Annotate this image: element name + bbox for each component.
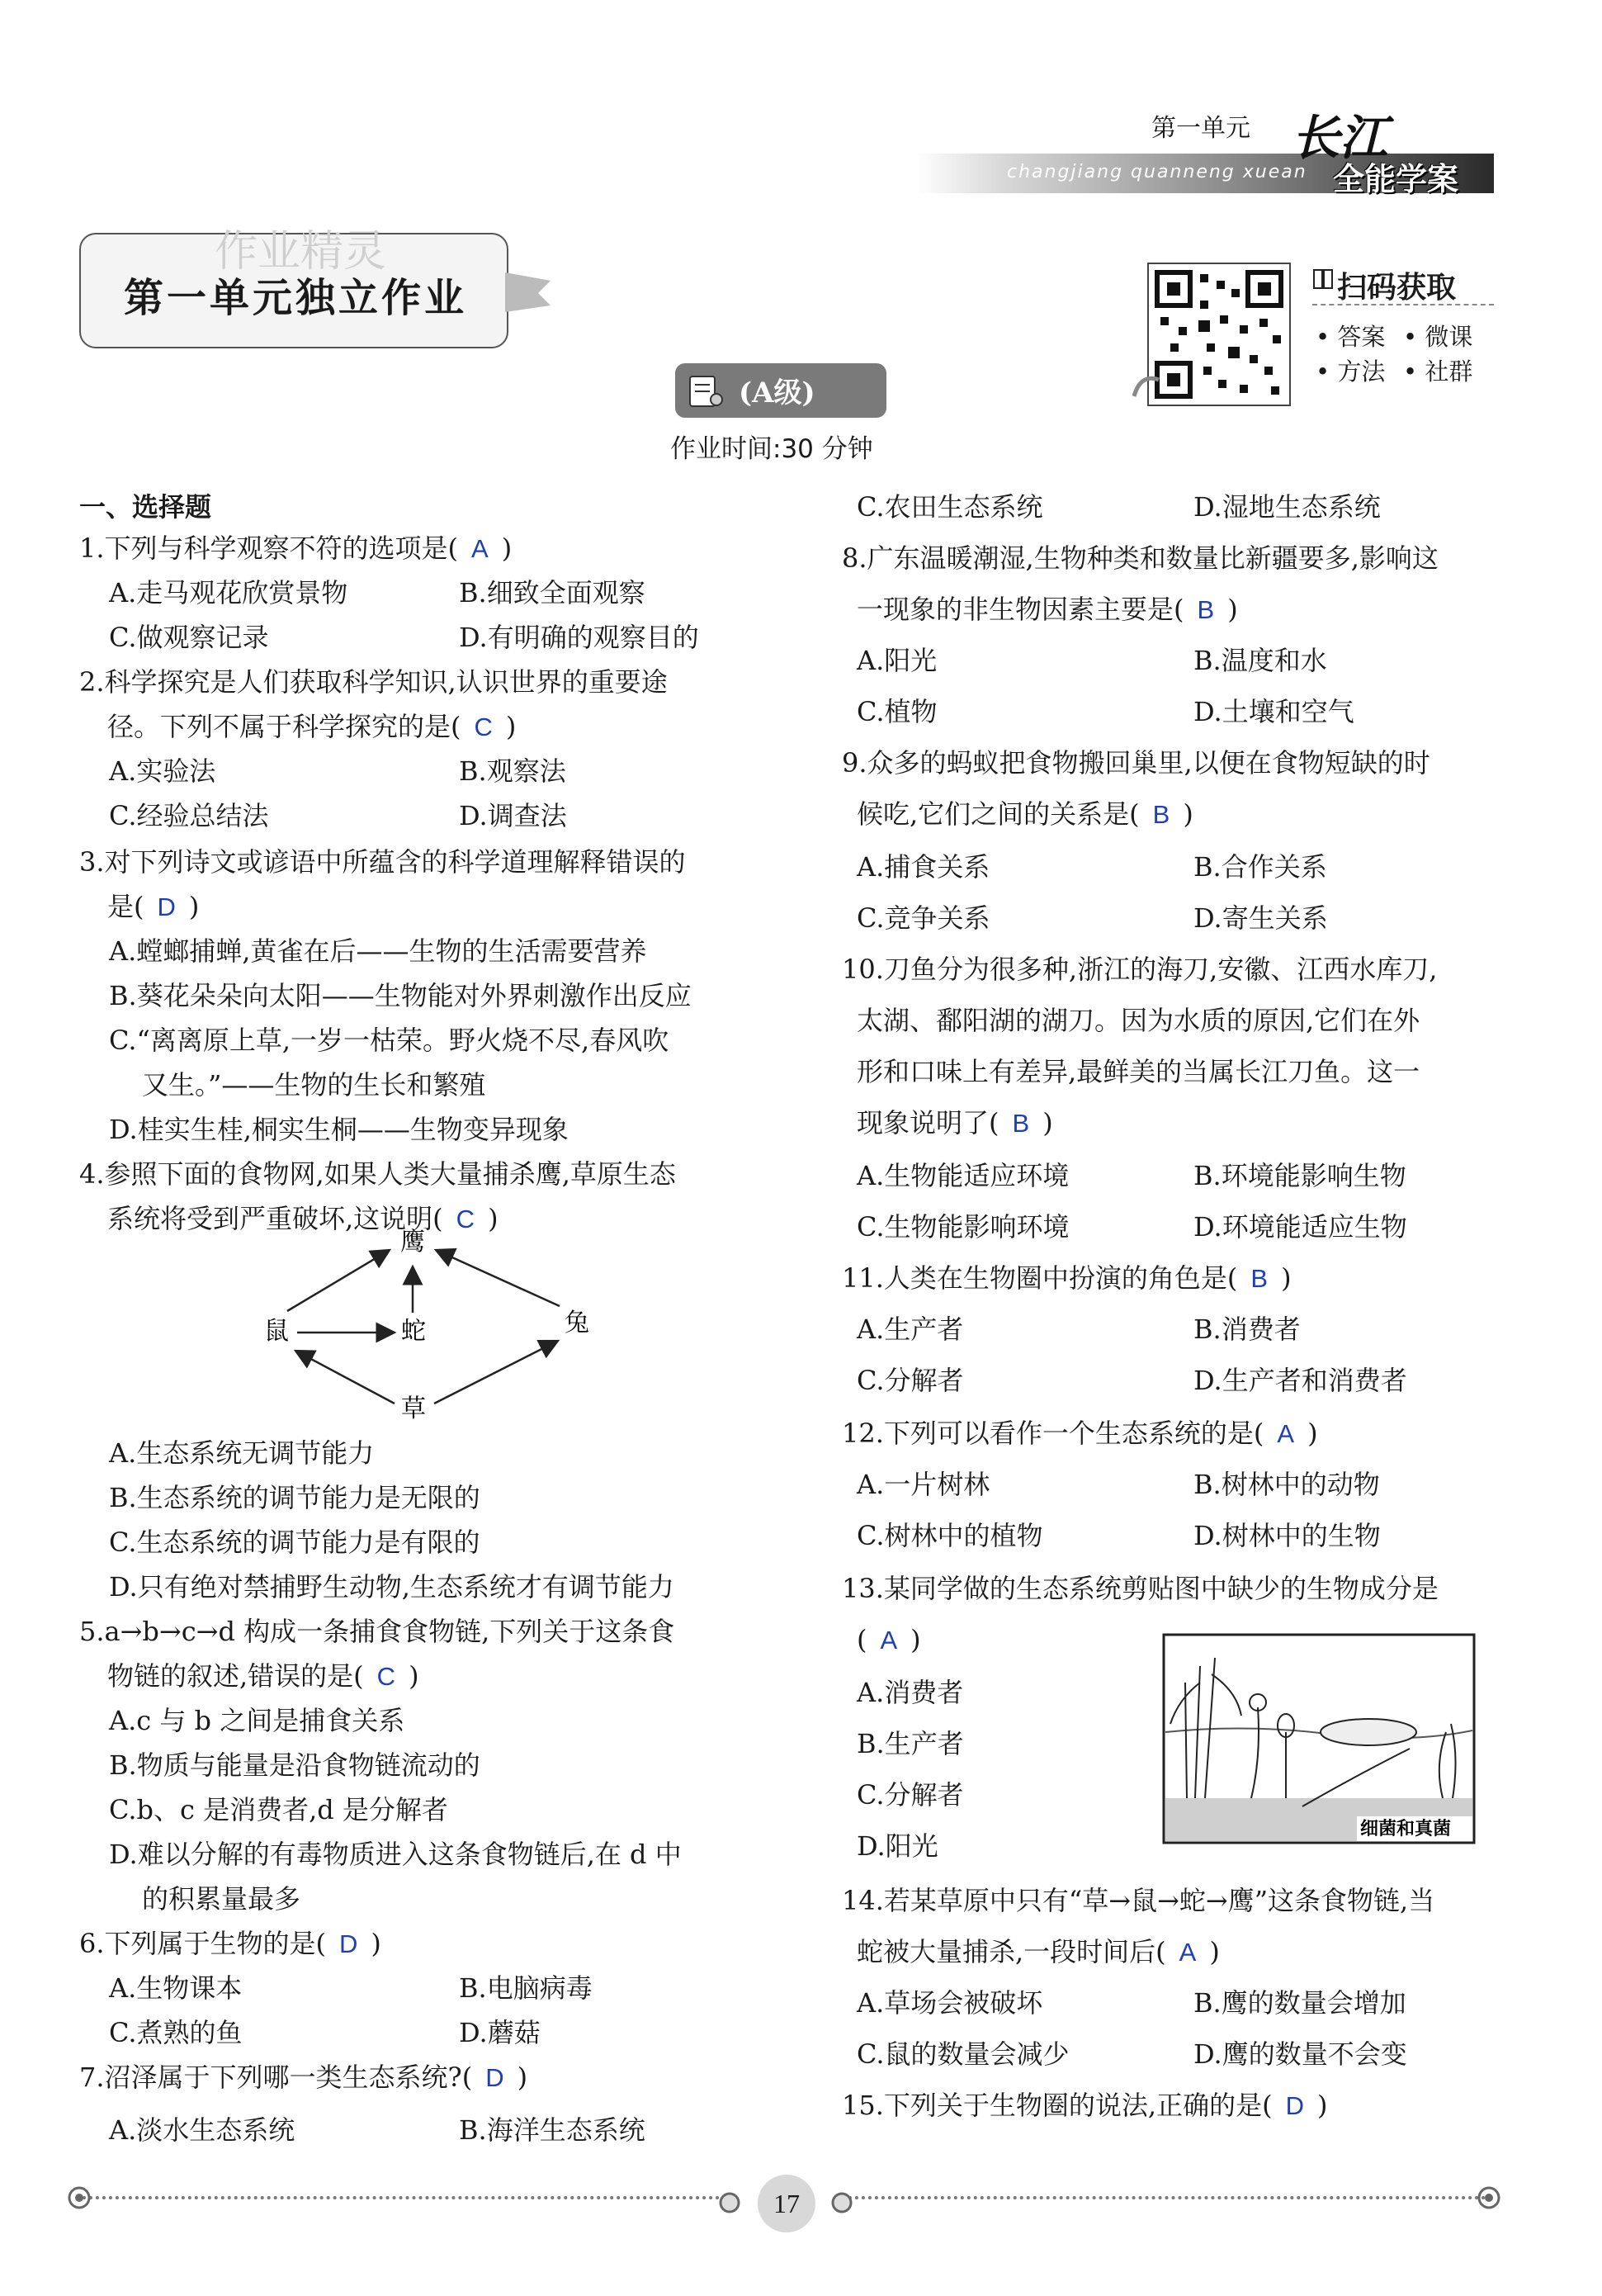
line-text: D.桂实生桂,桐实生桐——生物变异现象 bbox=[109, 1114, 569, 1145]
node-snake: 蛇 bbox=[401, 1317, 426, 1346]
section-heading: 一、选择题 bbox=[79, 491, 212, 523]
question-line bbox=[79, 1927, 381, 1961]
paren-close: ) bbox=[501, 533, 513, 564]
question-line bbox=[842, 2089, 1327, 2123]
question-line bbox=[109, 755, 215, 788]
line-text: B.生态系统的调节能力是无限的 bbox=[109, 1482, 480, 1513]
question-line bbox=[109, 2114, 295, 2147]
scan-label: 扫码获取 bbox=[1337, 271, 1457, 305]
question-line bbox=[107, 710, 516, 744]
qr-divider bbox=[1312, 304, 1494, 305]
question-line bbox=[857, 1830, 938, 1863]
question-line bbox=[857, 1106, 1053, 1140]
option-second: D.树林中的生物 bbox=[1193, 1520, 1381, 1551]
arrow-grass-mouse bbox=[295, 1351, 395, 1404]
question-line bbox=[857, 2038, 1070, 2071]
question-line bbox=[842, 746, 1430, 779]
paren-close: ) bbox=[1281, 1262, 1292, 1294]
question-line bbox=[79, 665, 668, 698]
line-text: A.螳螂捕蝉,黄雀在后——生物的生活需要营养 bbox=[109, 935, 647, 967]
line-text: 10.刀鱼分为很多种,浙江的海刀,安徽、江西水库刀, bbox=[842, 954, 1438, 985]
answer-mark: D bbox=[485, 2063, 504, 2092]
line-text: C.“离离原上草,一岁一枯荣。野火烧不尽,春风吹 bbox=[109, 1025, 669, 1056]
service-answers[interactable]: • 答案 bbox=[1316, 323, 1386, 351]
title-ribbon-tail bbox=[505, 272, 555, 314]
option-second: D.调查法 bbox=[459, 800, 567, 831]
arrow-mouse-eagle bbox=[287, 1250, 390, 1311]
line-text: 14.若某草原中只有“草→鼠→蛇→鹰”这条食物链,当 bbox=[842, 1885, 1435, 1916]
node-mouse: 鼠 bbox=[264, 1317, 289, 1346]
question-line bbox=[857, 1727, 964, 1760]
line-text: C.农田生态系统 bbox=[857, 491, 1043, 523]
logo-top: 长江 bbox=[1292, 110, 1388, 166]
line-text: A.淡水生态系统 bbox=[109, 2114, 295, 2146]
line-text: 5.a→b→c→d 构成一条捕食食物链,下列关于这条食 bbox=[79, 1616, 675, 1647]
line-text: A.捕食关系 bbox=[857, 851, 990, 883]
line-text: 是( bbox=[107, 891, 144, 922]
node-grass: 草 bbox=[401, 1394, 426, 1423]
question-line bbox=[857, 644, 937, 677]
question-line bbox=[107, 890, 199, 924]
question-line bbox=[857, 593, 1238, 627]
footer-ornament-mid-right-icon bbox=[829, 2189, 855, 2216]
option-second: D.生产者和消费者 bbox=[1193, 1365, 1407, 1396]
line-text: 现象说明了( bbox=[857, 1107, 999, 1139]
question-line bbox=[857, 1676, 963, 1709]
line-text: 7.沼泽属于下列哪一类生态系统?( bbox=[79, 2062, 473, 2093]
paren-close: ) bbox=[188, 891, 200, 922]
question-line bbox=[857, 902, 990, 935]
level-label: (A级) bbox=[739, 376, 815, 409]
question-line bbox=[857, 695, 938, 728]
unit-label: 第一单元 bbox=[1151, 114, 1250, 143]
option-second: D.湿地生态系统 bbox=[1193, 491, 1381, 523]
question-line bbox=[842, 1262, 1292, 1295]
answer-mark: D bbox=[339, 1929, 358, 1958]
line-text: A.生态系统无调节能力 bbox=[109, 1437, 375, 1469]
paren-close: ) bbox=[1227, 594, 1238, 625]
footer-line-left bbox=[83, 2196, 726, 2199]
line-text: 13.某同学做的生态系统剪贴图中缺少的生物成分是 bbox=[842, 1573, 1439, 1604]
option-second: D.鹰的数量不会变 bbox=[1193, 2038, 1407, 2070]
question-line bbox=[857, 1159, 1069, 1192]
question-line bbox=[109, 1113, 569, 1146]
question-line bbox=[109, 1437, 374, 1470]
line-text: C.鼠的数量会减少 bbox=[857, 2038, 1070, 2070]
line-text: A.实验法 bbox=[109, 755, 216, 787]
question-line bbox=[109, 935, 646, 968]
line-text: A.消费者 bbox=[857, 1677, 964, 1708]
footer-ornament-mid-left-icon bbox=[716, 2189, 743, 2216]
question-line bbox=[857, 1055, 1420, 1088]
line-text: 4.参照下面的食物网,如果人类大量捕杀鹰,草原生态 bbox=[79, 1158, 676, 1190]
line-text: C.做观察记录 bbox=[109, 622, 269, 653]
line-text: 12.下列可以看作一个生态系统的是( bbox=[842, 1418, 1264, 1449]
line-text: B.葵花朵朵向太阳——生物能对外界刺激作出反应 bbox=[109, 980, 692, 1011]
option-second: D.环境能适应生物 bbox=[1193, 1211, 1407, 1243]
question-line bbox=[79, 1157, 676, 1191]
question-line bbox=[142, 1882, 300, 1915]
question-line bbox=[857, 1986, 1042, 2019]
time-label: 作业时间:30 分钟 bbox=[670, 434, 873, 464]
paren-close: ) bbox=[488, 1203, 499, 1234]
line-text: A.阳光 bbox=[857, 645, 938, 676]
question-line bbox=[109, 979, 692, 1012]
logo-bottom: 全能学案 bbox=[1333, 161, 1459, 197]
line-text: C.生物能影响环境 bbox=[857, 1211, 1070, 1243]
paren-close: ) bbox=[409, 1660, 419, 1692]
line-text: D.难以分解的有毒物质进入这条食物链后,在 d 中 bbox=[109, 1839, 682, 1870]
arrow-grass-rabbit bbox=[434, 1341, 558, 1404]
line-text: 的积累量最多 bbox=[142, 1883, 301, 1915]
question-line bbox=[857, 1519, 1043, 1552]
question-line bbox=[109, 1024, 669, 1057]
line-text: A.草场会被破坏 bbox=[857, 1987, 1043, 2019]
question-line bbox=[79, 845, 686, 878]
answer-mark: B bbox=[1197, 595, 1215, 624]
question-line bbox=[109, 2016, 243, 2049]
option-second: B.环境能影响生物 bbox=[1193, 1160, 1406, 1191]
line-text: D.阳光 bbox=[857, 1830, 938, 1862]
question-line bbox=[857, 1364, 964, 1397]
paren-close: ) bbox=[371, 1928, 381, 1959]
question-line bbox=[109, 1481, 480, 1514]
footer-line-right bbox=[842, 2196, 1486, 2199]
line-text: 9.众多的蚂蚁把食物搬回巢里,以便在食物短缺的时 bbox=[842, 747, 1430, 779]
answer-mark: C bbox=[376, 1662, 396, 1691]
service-methods[interactable]: • 方法 bbox=[1316, 357, 1386, 386]
question-line bbox=[109, 799, 269, 832]
paren-close: ) bbox=[1307, 1418, 1318, 1449]
question-line bbox=[109, 621, 269, 654]
node-rabbit: 兔 bbox=[565, 1309, 589, 1337]
option-second: B.电脑病毒 bbox=[459, 1972, 593, 2004]
header-pinyin: changjiang quanneng xuean bbox=[1007, 162, 1307, 182]
paren-close: ) bbox=[1042, 1107, 1053, 1139]
line-text: C.树林中的植物 bbox=[857, 1520, 1043, 1551]
option-second: B.合作关系 bbox=[1193, 851, 1327, 883]
paren-close: ) bbox=[1316, 2090, 1328, 2121]
answer-mark: A bbox=[1277, 1419, 1295, 1448]
question-line bbox=[109, 1972, 242, 2005]
question-line bbox=[109, 1526, 480, 1559]
paren-close: ) bbox=[1183, 798, 1193, 830]
line-text: 系统将受到严重破坏,这说明( bbox=[107, 1203, 443, 1234]
option-second: B.温度和水 bbox=[1193, 645, 1327, 676]
line-text: 候吃,它们之间的关系是( bbox=[857, 798, 1140, 830]
question-line bbox=[857, 798, 1193, 831]
line-text: C.生态系统的调节能力是有限的 bbox=[109, 1527, 480, 1558]
question-line bbox=[109, 1749, 480, 1782]
question-line bbox=[79, 1615, 674, 1648]
notebook-icon bbox=[687, 373, 725, 409]
line-text: 6.下列属于生物的是( bbox=[79, 1928, 327, 1959]
footer-ornament-left-icon bbox=[64, 2183, 94, 2213]
question-line bbox=[857, 1778, 964, 1811]
line-text: C.经验总结法 bbox=[109, 800, 269, 831]
question-line bbox=[857, 1468, 990, 1501]
answer-mark: C bbox=[474, 712, 493, 741]
line-text: ( bbox=[857, 1624, 867, 1655]
answer-mark: D bbox=[1285, 2091, 1304, 2120]
option-second: B.观察法 bbox=[459, 755, 566, 787]
question-line bbox=[857, 850, 990, 883]
question-line bbox=[842, 1884, 1434, 1917]
page-title: 第一单元独立作业 bbox=[124, 275, 468, 321]
answer-mark: B bbox=[1012, 1109, 1030, 1138]
question-line bbox=[109, 1570, 674, 1603]
question-line bbox=[79, 532, 512, 566]
figure-caption: 细菌和真菌 bbox=[1360, 1819, 1452, 1839]
option-second: D.寄生关系 bbox=[1193, 902, 1328, 934]
line-text: C.分解者 bbox=[857, 1365, 964, 1396]
question-line bbox=[109, 1793, 448, 1826]
question-line bbox=[857, 1313, 963, 1346]
page-number: 17 bbox=[758, 2175, 815, 2232]
question-line bbox=[842, 953, 1437, 986]
paren-close: ) bbox=[910, 1624, 921, 1655]
line-text: A.生物课本 bbox=[109, 1972, 243, 2004]
line-text: A.走马观花欣赏景物 bbox=[109, 577, 348, 608]
question-line bbox=[857, 1935, 1220, 1969]
question-line bbox=[842, 1572, 1439, 1605]
arrow-rabbit-eagle bbox=[436, 1250, 560, 1306]
line-text: 又生。”——生物的生长和繁殖 bbox=[142, 1069, 486, 1101]
answer-mark: C bbox=[456, 1205, 475, 1233]
line-text: 物链的叙述,错误的是( bbox=[107, 1660, 364, 1692]
question-line bbox=[109, 1838, 682, 1871]
paren-close: ) bbox=[517, 2062, 528, 2093]
book-icon bbox=[1312, 267, 1334, 291]
line-text: C.竞争关系 bbox=[857, 902, 990, 934]
line-text: A.一片树林 bbox=[857, 1469, 990, 1500]
answer-mark: D bbox=[157, 892, 176, 921]
line-text: C.分解者 bbox=[857, 1779, 964, 1811]
food-web-diagram bbox=[248, 1227, 611, 1425]
line-text: 2.科学探究是人们获取科学知识,认识世界的重要途 bbox=[79, 666, 668, 698]
service-microlesson[interactable]: • 微课 bbox=[1403, 323, 1473, 351]
question-line bbox=[842, 542, 1439, 575]
line-text: 3.对下列诗文或谚语中所蕴含的科学道理解释错误的 bbox=[79, 846, 686, 878]
question-line bbox=[109, 1704, 404, 1737]
option-second: B.细致全面观察 bbox=[459, 577, 645, 608]
option-second: B.树林中的动物 bbox=[1193, 1469, 1380, 1500]
line-text: A.生产者 bbox=[857, 1314, 964, 1345]
answer-mark: A bbox=[880, 1626, 898, 1655]
question-line bbox=[857, 490, 1043, 523]
line-text: B.物质与能量是沿食物链流动的 bbox=[109, 1749, 480, 1781]
line-text: B.生产者 bbox=[857, 1728, 964, 1759]
option-second: B.消费者 bbox=[1193, 1314, 1301, 1345]
option-second: B.鹰的数量会增加 bbox=[1193, 1987, 1406, 2019]
line-text: A.c 与 b 之间是捕食关系 bbox=[109, 1705, 405, 1736]
question-line bbox=[79, 2061, 527, 2095]
answer-mark: A bbox=[471, 534, 489, 563]
answer-mark: B bbox=[1152, 800, 1170, 829]
question-line bbox=[142, 1068, 485, 1101]
question-line bbox=[107, 1659, 419, 1693]
question-line bbox=[857, 1210, 1070, 1243]
answer-mark: A bbox=[1179, 1938, 1197, 1967]
line-text: 蛇被大量捕杀,一段时间后( bbox=[857, 1936, 1166, 1967]
service-community[interactable]: • 社群 bbox=[1403, 357, 1473, 386]
option-second: D.有明确的观察目的 bbox=[459, 622, 699, 653]
line-text: A.生物能适应环境 bbox=[857, 1160, 1070, 1191]
line-text: C.植物 bbox=[857, 696, 938, 727]
qr-pattern-icon bbox=[1149, 264, 1289, 405]
node-eagle: 鹰 bbox=[400, 1228, 425, 1257]
question-line bbox=[857, 1004, 1420, 1037]
line-text: 一现象的非生物因素主要是( bbox=[857, 594, 1184, 625]
ribbon-curl-icon bbox=[1132, 372, 1160, 400]
line-text: 11.人类在生物圈中扮演的角色是( bbox=[842, 1262, 1238, 1294]
line-text: D.只有绝对禁捕野生动物,生态系统才有调节能力 bbox=[109, 1571, 674, 1602]
question-line bbox=[842, 1417, 1318, 1451]
paren-close: ) bbox=[505, 711, 517, 742]
answer-mark: B bbox=[1250, 1264, 1269, 1293]
line-text: 形和口味上有差异,最鲜美的当属长江刀鱼。这一 bbox=[857, 1056, 1420, 1087]
question-line bbox=[109, 576, 347, 609]
line-text: 1.下列与科学观察不符的选项是( bbox=[79, 533, 459, 564]
question-line bbox=[857, 1623, 921, 1657]
footer-ornament-right-icon bbox=[1474, 2183, 1504, 2213]
line-text: 太湖、鄱阳湖的湖刀。因为水质的原因,它们在外 bbox=[857, 1005, 1420, 1036]
line-text: 径。下列不属于科学探究的是( bbox=[107, 711, 461, 742]
line-text: C.b、c 是消费者,d 是分解者 bbox=[109, 1794, 448, 1825]
paren-close: ) bbox=[1209, 1936, 1220, 1967]
option-second: D.土壤和空气 bbox=[1193, 696, 1354, 727]
watermark: 作业精灵 bbox=[215, 227, 387, 277]
qr-code[interactable] bbox=[1147, 263, 1291, 406]
option-second: D.蘑菇 bbox=[459, 2017, 541, 2048]
line-text: 8.广东温暖潮湿,生物种类和数量比新疆要多,影响这 bbox=[842, 542, 1439, 574]
line-text: 15.下列关于生物圈的说法,正确的是( bbox=[842, 2090, 1273, 2121]
ecosystem-collage-figure bbox=[1162, 1633, 1476, 1844]
line-text: C.煮熟的鱼 bbox=[109, 2017, 243, 2048]
option-second: B.海洋生态系统 bbox=[459, 2114, 645, 2146]
